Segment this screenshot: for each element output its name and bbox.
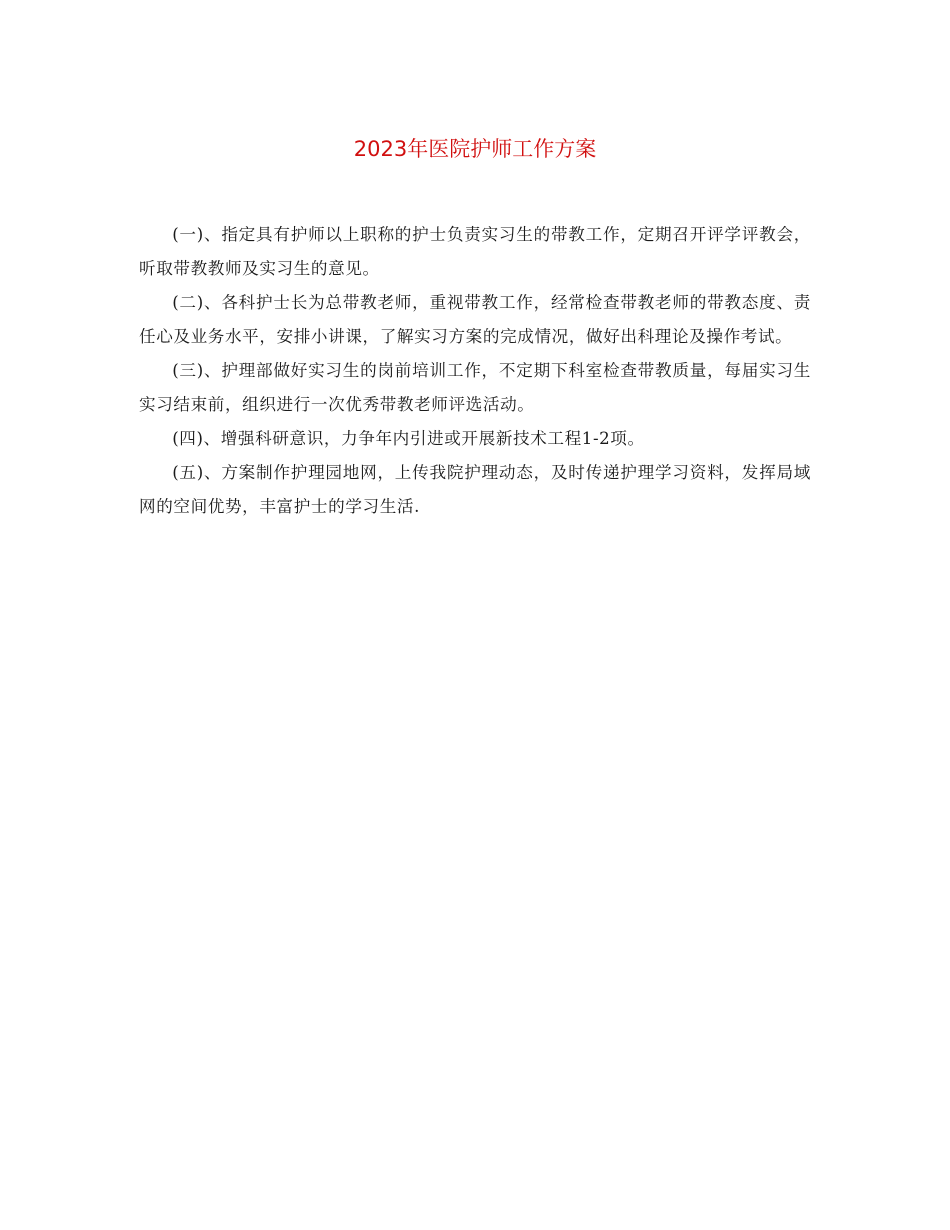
- paragraph-1: (一)、指定具有护师以上职称的护士负责实习生的带教工作，定期召开评学评教会，听取带教教师及实习生的意见。: [139, 225, 811, 278]
- paragraph-3: (三)、护理部做好实习生的岗前培训工作，不定期下科室检查带教质量，每届实习生实习结束前，组织进行一次优秀带教老师评选活动。: [139, 361, 811, 414]
- paragraph-5: (五)、方案制作护理园地网，上传我院护理动态，及时传递护理学习资料，发挥局域网的空间优势，丰富护士的学习生活.: [139, 463, 811, 516]
- paragraph-2: (二)、各科护士长为总带教老师，重视带教工作，经常检查带教老师的带教态度、责任心及业务水平，安排小讲课，了解实习方案的完成情况，做好出科理论及操作考试。: [139, 293, 811, 346]
- document-title: 2023年医院护师工作方案: [353, 137, 597, 161]
- document-body: [139, 218, 811, 524]
- paragraph-4: (四)、增强科研意识，力争年内引进或开展新技术工程1-2项。: [172, 429, 645, 448]
